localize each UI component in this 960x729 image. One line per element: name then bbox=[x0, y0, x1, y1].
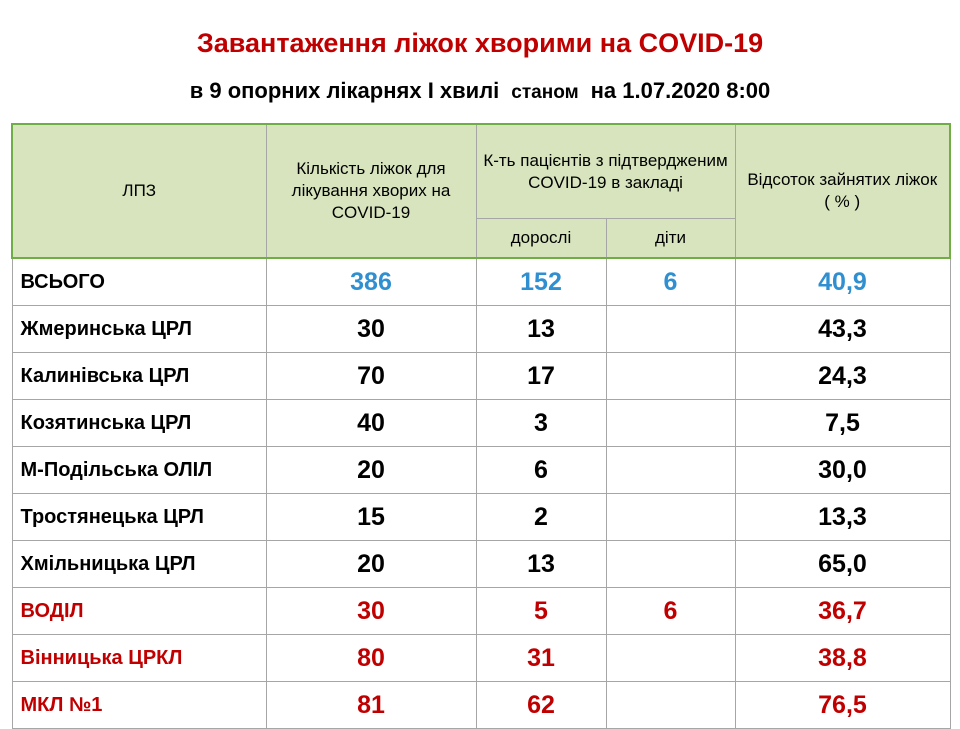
row-beds: 40 bbox=[266, 400, 476, 447]
header-percent bbox=[735, 124, 950, 258]
row-children bbox=[606, 353, 735, 400]
row-beds: 81 bbox=[266, 682, 476, 729]
table-row-total bbox=[12, 258, 950, 306]
table-row bbox=[12, 353, 950, 400]
row-beds: 30 bbox=[266, 306, 476, 353]
row-adults: 2 bbox=[476, 494, 606, 541]
row-name: Вінницька ЦРКЛ bbox=[12, 635, 266, 682]
row-children: 6 bbox=[606, 258, 735, 306]
row-beds: 15 bbox=[266, 494, 476, 541]
header-beds: Кількість ліжок для лікування хворих на COVID-19 bbox=[266, 124, 476, 258]
row-adults: 13 bbox=[476, 306, 606, 353]
row-name: Хмільницька ЦРЛ bbox=[12, 541, 266, 588]
row-percent: 36,7 bbox=[735, 588, 950, 635]
table-row-highlighted bbox=[12, 588, 950, 635]
page-subtitle bbox=[0, 78, 960, 104]
header-lpz: ЛПЗ bbox=[12, 124, 266, 258]
row-beds: 30 bbox=[266, 588, 476, 635]
row-name: Жмеринська ЦРЛ bbox=[12, 306, 266, 353]
table-row bbox=[12, 447, 950, 494]
row-adults: 6 bbox=[476, 447, 606, 494]
row-percent: 76,5 bbox=[735, 682, 950, 729]
row-children bbox=[606, 447, 735, 494]
header-adults: дорослі bbox=[476, 219, 606, 259]
row-children: 6 bbox=[606, 588, 735, 635]
row-name: ВОДІЛ bbox=[12, 588, 266, 635]
row-adults: 31 bbox=[476, 635, 606, 682]
row-adults: 62 bbox=[476, 682, 606, 729]
row-name: Козятинська ЦРЛ bbox=[12, 400, 266, 447]
row-percent: 65,0 bbox=[735, 541, 950, 588]
row-beds: 70 bbox=[266, 353, 476, 400]
row-percent: 30,0 bbox=[735, 447, 950, 494]
row-adults: 5 bbox=[476, 588, 606, 635]
row-name: М-Подільська ОЛІЛ bbox=[12, 447, 266, 494]
table-row-highlighted bbox=[12, 635, 950, 682]
row-name: МКЛ №1 bbox=[12, 682, 266, 729]
subtitle-date: на 1.07.2020 8:00 bbox=[590, 78, 771, 103]
row-children bbox=[606, 635, 735, 682]
row-beds: 80 bbox=[266, 635, 476, 682]
subtitle-hospitals: в 9 опорних лікарнях І хвилі bbox=[189, 78, 500, 103]
table-row bbox=[12, 494, 950, 541]
row-children bbox=[606, 682, 735, 729]
row-percent: 40,9 bbox=[735, 258, 950, 306]
header-percent-unit: ( % ) bbox=[824, 192, 861, 211]
row-children bbox=[606, 306, 735, 353]
row-adults: 13 bbox=[476, 541, 606, 588]
table-row-highlighted bbox=[12, 682, 950, 729]
row-percent: 24,3 bbox=[735, 353, 950, 400]
header-percent-label: Відсоток зайнятих ліжок bbox=[747, 170, 938, 189]
row-percent: 7,5 bbox=[735, 400, 950, 447]
row-name: Тростянецька ЦРЛ bbox=[12, 494, 266, 541]
row-percent: 38,8 bbox=[735, 635, 950, 682]
bed-occupancy-table bbox=[11, 123, 951, 729]
row-percent: 43,3 bbox=[735, 306, 950, 353]
row-name: ВСЬОГО bbox=[12, 258, 266, 306]
row-children bbox=[606, 400, 735, 447]
row-adults: 17 bbox=[476, 353, 606, 400]
row-beds: 20 bbox=[266, 447, 476, 494]
page-title: Завантаження ліжок хворими на COVID-19 bbox=[196, 28, 764, 58]
row-name: Калинівська ЦРЛ bbox=[12, 353, 266, 400]
row-beds: 386 bbox=[266, 258, 476, 306]
table-row bbox=[12, 306, 950, 353]
table-row bbox=[12, 541, 950, 588]
row-children bbox=[606, 494, 735, 541]
row-adults: 3 bbox=[476, 400, 606, 447]
header-children: діти bbox=[606, 219, 735, 259]
header-patients: К-ть пацієнтів з підтвердженим COVID-19 в закладі bbox=[476, 124, 735, 219]
row-children bbox=[606, 541, 735, 588]
row-percent: 13,3 bbox=[735, 494, 950, 541]
row-adults: 152 bbox=[476, 258, 606, 306]
subtitle-as-of: станом bbox=[511, 82, 579, 103]
table-row bbox=[12, 400, 950, 447]
row-beds: 20 bbox=[266, 541, 476, 588]
